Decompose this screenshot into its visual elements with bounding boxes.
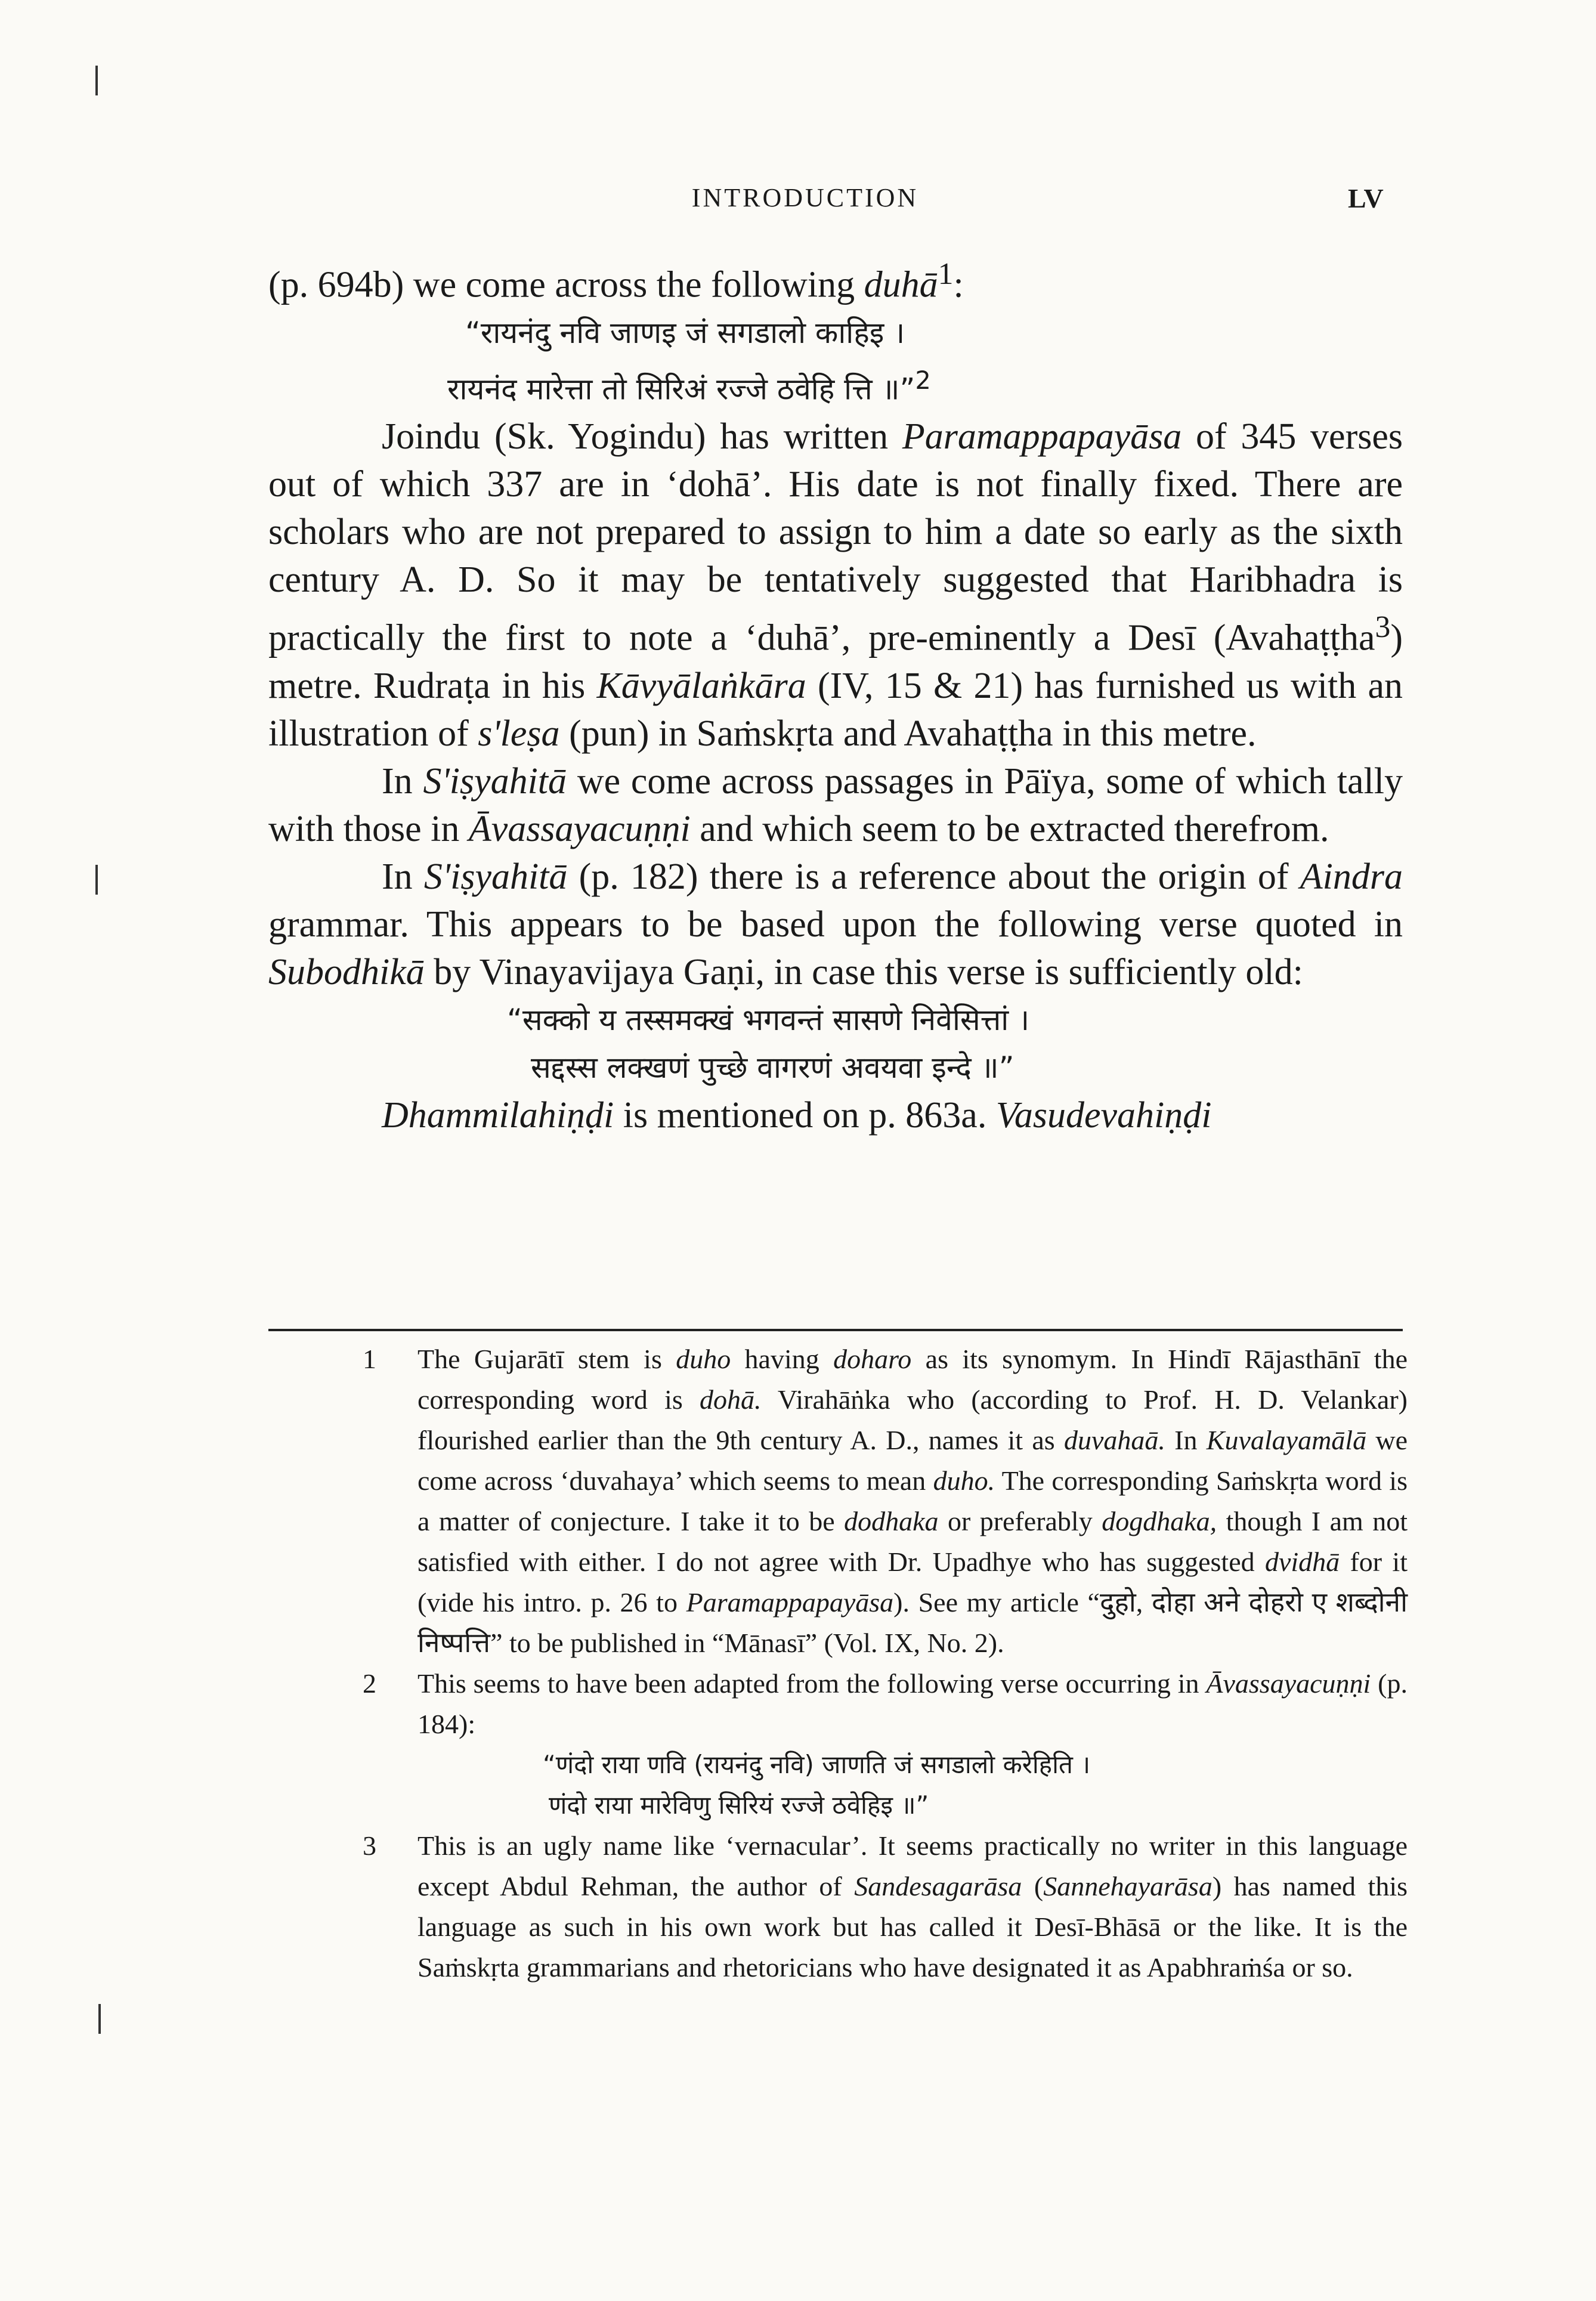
footnote-2-verse-line-1: “णंदो राया णवि (रायनंदु नवि) जाणति जं सगडालो करेहिति । — [543, 1750, 1091, 1779]
footnote-rule — [268, 1329, 1403, 1331]
paragraph-2: Joindu (Sk. Yogindu) has written Paramappapayāsa of 345 verses out of which 337 are in ‘dohā’. His date is not finally fixed. There are scholars who are not prepared to assign to him a date so early as the sixth century A. D. So it may be tentatively suggested that Haribhadra is practically the first to note a ‘duhā’, pre-eminently a Desī (Avahaṭṭha$^3$) metre. Rudraṭa in his Kāvyālaṅkāra (IV, 15 & 21) has furnished us with an illustration of s'leṣa (pun) in Saṁskṛta and Avahaṭṭha in this metre. — [268, 416, 1403, 754]
margin-mark — [95, 66, 98, 95]
verse-2-line-1: “सक्को य तस्समक्खं भगवन्तं सासणे निवेसित्तां । — [507, 1002, 1030, 1037]
verse-1-line-2: रायनंद मारेत्ता तो सिरिअं रज्जे ठवेहि त्ति ॥”$^2$ — [447, 365, 931, 407]
footnote-3: 3 This is an ugly name like ‘vernacular’. It seems practically no writer in this language except Abdul Rehman, the author of Sandesagarāsa (Sannehayarāsa) has named this language as such in his own work but has called it Desī-Bhāsā or the like. It is the Saṁskṛta grammarians and rhetoricians who have designated it as Apabhraṁśa or so. — [334, 1826, 1408, 1988]
page-number: LV — [1348, 183, 1384, 214]
running-header-title: INTRODUCTION — [691, 183, 919, 212]
footnote-2: 2 This seems to have been adapted from the following verse occurring in Āvassayacuṇṇi (p. 184): — [334, 1663, 1408, 1745]
paragraph-3: In S'iṣyahitā we come across passages in Pāïya, some of which tally with those in Āvassayacuṇṇi and which seem to be extracted therefrom. — [268, 760, 1403, 849]
footnote-number: 2 — [363, 1668, 376, 1699]
margin-mark — [95, 865, 98, 895]
verse-2-line-2: सद्दस्स लक्खणं पुच्छे वागरणं अवयवा इन्दे ॥” — [531, 1050, 1014, 1085]
paragraph-5: Dhammilahiṇḍi is mentioned on p. 863a. Vasudevahiṇḍi — [382, 1094, 1212, 1136]
footnote-number: 1 — [363, 1344, 376, 1374]
footnote-number: 3 — [363, 1830, 376, 1861]
footnotes — [334, 1339, 1408, 1988]
paragraph-1: (p. 694b) we come across the following duhā$^1$: — [268, 257, 964, 305]
footnote-1: 1 The Gujarātī stem is duho having doharo as its synomym. In Hindī Rājasthānī the corresponding word is dohā. Virahāṅka who (according to Prof. H. D. Velankar) flourished earlier than the 9th century A. D., names it as duvahaā. In Kuvalayamālā we come across ‘duvahaya’ which seems to mean duho. The corresponding Saṁskṛta word is a matter of conjecture. I take it to be dodhaka or preferably dogdhaka, though I am not satisfied with either. I do not agree with Dr. Upadhye who has suggested dvidhā for it (vide his intro. p. 26 to Paramappapayāsa). See my article “दुहो, दोहा अने दोहरो ए शब्दोनी निष्पत्ति” to be published in “Mānasī” (Vol. IX, No. 2). — [334, 1339, 1408, 1663]
paragraph-4: In S'iṣyahitā (p. 182) there is a reference about the origin of Aindra grammar. This appears to be based upon the following verse quoted in Subodhikā by Vinayavijaya Gaṇi, in case this verse is sufficiently old: — [268, 856, 1403, 992]
footnote-2-verse-line-2: णंदो राया मारेविणु सिरियं रज्जे ठवेहिइ ॥” — [549, 1790, 929, 1820]
margin-mark — [98, 2004, 101, 2034]
verse-1-line-1: “रायनंदु नवि जाणइ जं सगडालो काहिइ । — [465, 315, 905, 350]
main-text — [268, 250, 1403, 1139]
